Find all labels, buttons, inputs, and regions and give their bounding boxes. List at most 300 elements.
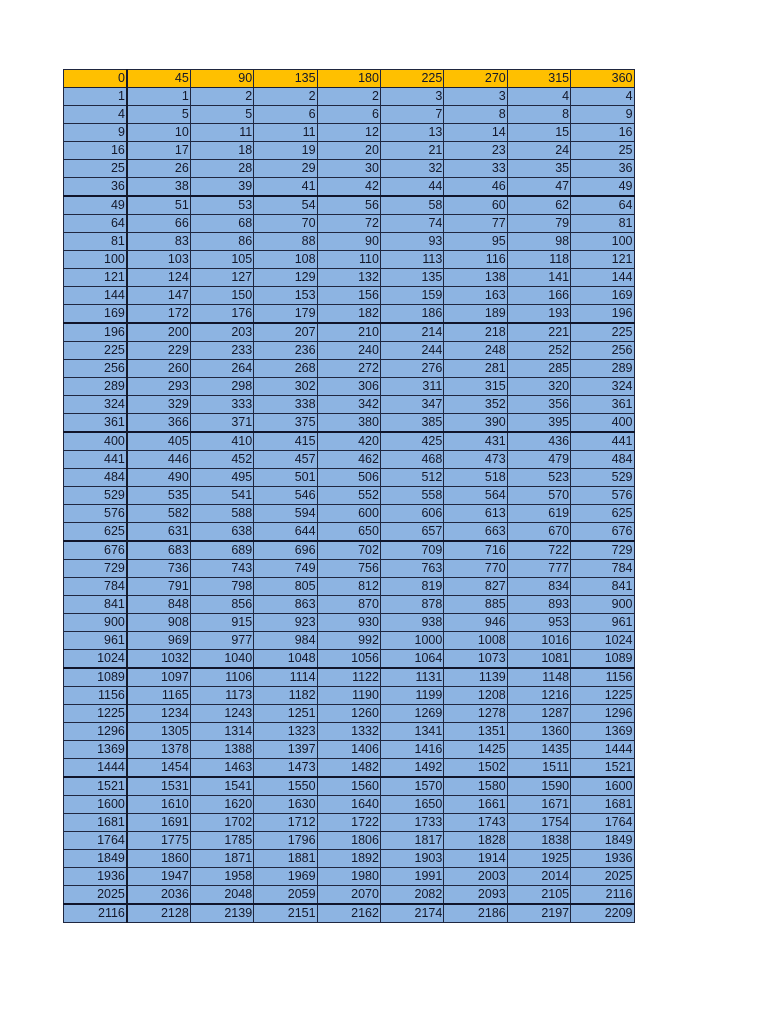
table-cell[interactable]: 1712 [254, 814, 317, 832]
table-cell[interactable]: 535 [127, 487, 190, 505]
table-cell[interactable]: 2082 [380, 886, 443, 905]
table-cell[interactable]: 207 [254, 323, 317, 342]
table-cell[interactable]: 1444 [571, 741, 634, 759]
table-cell[interactable]: 98 [507, 233, 570, 251]
table-cell[interactable]: 203 [190, 323, 253, 342]
table-cell[interactable]: 1806 [317, 832, 380, 850]
table-cell[interactable]: 1165 [127, 687, 190, 705]
table-cell[interactable]: 2139 [190, 904, 253, 923]
table-cell[interactable]: 10 [127, 124, 190, 142]
table-cell[interactable]: 2048 [190, 886, 253, 905]
header-cell[interactable]: 360 [571, 70, 634, 88]
table-cell[interactable]: 1 [127, 88, 190, 106]
table-cell[interactable]: 462 [317, 451, 380, 469]
table-cell[interactable]: 1173 [190, 687, 253, 705]
table-cell[interactable]: 696 [254, 541, 317, 560]
table-cell[interactable]: 68 [190, 215, 253, 233]
table-cell[interactable]: 1073 [444, 650, 507, 669]
table-cell[interactable]: 541 [190, 487, 253, 505]
table-cell[interactable]: 1251 [254, 705, 317, 723]
table-cell[interactable]: 1743 [444, 814, 507, 832]
table-cell[interactable]: 650 [317, 523, 380, 542]
table-cell[interactable]: 1541 [190, 777, 253, 796]
table-cell[interactable]: 64 [571, 196, 634, 215]
table-cell[interactable]: 1620 [190, 796, 253, 814]
table-cell[interactable]: 1406 [317, 741, 380, 759]
table-cell[interactable]: 214 [380, 323, 443, 342]
table-cell[interactable]: 196 [64, 323, 127, 342]
table-cell[interactable]: 938 [380, 614, 443, 632]
table-cell[interactable]: 689 [190, 541, 253, 560]
table-cell[interactable]: 93 [380, 233, 443, 251]
table-cell[interactable]: 410 [190, 432, 253, 451]
table-cell[interactable]: 135 [380, 269, 443, 287]
header-cell[interactable]: 135 [254, 70, 317, 88]
table-cell[interactable]: 1958 [190, 868, 253, 886]
table-cell[interactable]: 1243 [190, 705, 253, 723]
table-cell[interactable]: 1341 [380, 723, 443, 741]
table-cell[interactable]: 11 [254, 124, 317, 142]
table-cell[interactable]: 479 [507, 451, 570, 469]
table-cell[interactable]: 1199 [380, 687, 443, 705]
table-cell[interactable]: 529 [64, 487, 127, 505]
table-cell[interactable]: 3 [380, 88, 443, 106]
table-cell[interactable]: 1234 [127, 705, 190, 723]
table-cell[interactable]: 1114 [254, 668, 317, 687]
table-cell[interactable]: 1260 [317, 705, 380, 723]
table-cell[interactable]: 110 [317, 251, 380, 269]
table-cell[interactable]: 21 [380, 142, 443, 160]
table-cell[interactable]: 18 [190, 142, 253, 160]
table-cell[interactable]: 225 [571, 323, 634, 342]
table-cell[interactable]: 141 [507, 269, 570, 287]
table-cell[interactable]: 30 [317, 160, 380, 178]
table-cell[interactable]: 1416 [380, 741, 443, 759]
table-cell[interactable]: 582 [127, 505, 190, 523]
table-cell[interactable]: 366 [127, 414, 190, 433]
table-cell[interactable]: 1148 [507, 668, 570, 687]
table-cell[interactable]: 86 [190, 233, 253, 251]
table-cell[interactable]: 1351 [444, 723, 507, 741]
table-cell[interactable]: 2186 [444, 904, 507, 923]
table-cell[interactable]: 54 [254, 196, 317, 215]
table-cell[interactable]: 729 [64, 560, 127, 578]
table-cell[interactable]: 431 [444, 432, 507, 451]
table-cell[interactable]: 558 [380, 487, 443, 505]
table-cell[interactable]: 908 [127, 614, 190, 632]
table-cell[interactable]: 495 [190, 469, 253, 487]
table-cell[interactable]: 1089 [64, 668, 127, 687]
table-cell[interactable]: 1024 [64, 650, 127, 669]
table-cell[interactable]: 1278 [444, 705, 507, 723]
table-cell[interactable]: 848 [127, 596, 190, 614]
table-cell[interactable]: 260 [127, 360, 190, 378]
table-cell[interactable]: 189 [444, 305, 507, 324]
table-cell[interactable]: 42 [317, 178, 380, 197]
table-cell[interactable]: 338 [254, 396, 317, 414]
table-cell[interactable]: 791 [127, 578, 190, 596]
table-cell[interactable]: 176 [190, 305, 253, 324]
table-cell[interactable]: 1296 [64, 723, 127, 741]
table-cell[interactable]: 256 [64, 360, 127, 378]
table-cell[interactable]: 683 [127, 541, 190, 560]
table-cell[interactable]: 400 [64, 432, 127, 451]
table-cell[interactable]: 1122 [317, 668, 380, 687]
table-cell[interactable]: 2128 [127, 904, 190, 923]
table-cell[interactable]: 1600 [571, 777, 634, 796]
table-cell[interactable]: 863 [254, 596, 317, 614]
table-cell[interactable]: 870 [317, 596, 380, 614]
table-cell[interactable]: 625 [64, 523, 127, 542]
table-cell[interactable]: 1702 [190, 814, 253, 832]
table-cell[interactable]: 1369 [64, 741, 127, 759]
table-cell[interactable]: 1008 [444, 632, 507, 650]
table-cell[interactable]: 2209 [571, 904, 634, 923]
table-cell[interactable]: 7 [380, 106, 443, 124]
table-cell[interactable]: 473 [444, 451, 507, 469]
table-cell[interactable]: 1936 [571, 850, 634, 868]
table-cell[interactable]: 38 [127, 178, 190, 197]
table-cell[interactable]: 4 [571, 88, 634, 106]
table-cell[interactable]: 501 [254, 469, 317, 487]
table-cell[interactable]: 1139 [444, 668, 507, 687]
table-cell[interactable]: 1796 [254, 832, 317, 850]
table-cell[interactable]: 2162 [317, 904, 380, 923]
table-cell[interactable]: 272 [317, 360, 380, 378]
table-cell[interactable]: 44 [380, 178, 443, 197]
table-cell[interactable]: 915 [190, 614, 253, 632]
table-cell[interactable]: 100 [571, 233, 634, 251]
table-cell[interactable]: 546 [254, 487, 317, 505]
table-cell[interactable]: 129 [254, 269, 317, 287]
table-cell[interactable]: 716 [444, 541, 507, 560]
table-cell[interactable]: 923 [254, 614, 317, 632]
table-cell[interactable]: 36 [64, 178, 127, 197]
table-cell[interactable]: 564 [444, 487, 507, 505]
table-cell[interactable]: 302 [254, 378, 317, 396]
table-cell[interactable]: 95 [444, 233, 507, 251]
table-cell[interactable]: 49 [64, 196, 127, 215]
table-cell[interactable]: 644 [254, 523, 317, 542]
table-cell[interactable]: 523 [507, 469, 570, 487]
table-cell[interactable]: 16 [64, 142, 127, 160]
table-cell[interactable]: 289 [64, 378, 127, 396]
table-cell[interactable]: 1754 [507, 814, 570, 832]
table-cell[interactable]: 1360 [507, 723, 570, 741]
table-cell[interactable]: 268 [254, 360, 317, 378]
table-cell[interactable]: 1332 [317, 723, 380, 741]
table-cell[interactable]: 329 [127, 396, 190, 414]
table-cell[interactable]: 638 [190, 523, 253, 542]
table-cell[interactable]: 619 [507, 505, 570, 523]
table-cell[interactable]: 784 [64, 578, 127, 596]
table-cell[interactable]: 841 [64, 596, 127, 614]
table-cell[interactable]: 1785 [190, 832, 253, 850]
table-cell[interactable]: 2105 [507, 886, 570, 905]
table-cell[interactable]: 452 [190, 451, 253, 469]
table-cell[interactable]: 1097 [127, 668, 190, 687]
table-cell[interactable]: 992 [317, 632, 380, 650]
table-cell[interactable]: 375 [254, 414, 317, 433]
table-cell[interactable]: 2 [190, 88, 253, 106]
table-cell[interactable]: 225 [64, 342, 127, 360]
table-cell[interactable]: 1936 [64, 868, 127, 886]
table-cell[interactable]: 356 [507, 396, 570, 414]
table-cell[interactable]: 900 [571, 596, 634, 614]
table-cell[interactable]: 196 [571, 305, 634, 324]
table-cell[interactable]: 293 [127, 378, 190, 396]
table-cell[interactable]: 324 [64, 396, 127, 414]
table-cell[interactable]: 900 [64, 614, 127, 632]
table-cell[interactable]: 2014 [507, 868, 570, 886]
table-cell[interactable]: 347 [380, 396, 443, 414]
table-cell[interactable]: 12 [317, 124, 380, 142]
table-cell[interactable]: 47 [507, 178, 570, 197]
table-cell[interactable]: 1064 [380, 650, 443, 669]
table-cell[interactable]: 1024 [571, 632, 634, 650]
table-cell[interactable]: 977 [190, 632, 253, 650]
table-cell[interactable]: 56 [317, 196, 380, 215]
table-cell[interactable]: 1580 [444, 777, 507, 796]
table-cell[interactable]: 285 [507, 360, 570, 378]
table-cell[interactable]: 108 [254, 251, 317, 269]
table-cell[interactable]: 484 [64, 469, 127, 487]
table-cell[interactable]: 827 [444, 578, 507, 596]
table-cell[interactable]: 588 [190, 505, 253, 523]
table-cell[interactable]: 2070 [317, 886, 380, 905]
table-cell[interactable]: 1454 [127, 759, 190, 778]
table-cell[interactable]: 405 [127, 432, 190, 451]
table-cell[interactable]: 729 [571, 541, 634, 560]
table-cell[interactable]: 676 [571, 523, 634, 542]
table-cell[interactable]: 2003 [444, 868, 507, 886]
table-cell[interactable]: 233 [190, 342, 253, 360]
table-cell[interactable]: 1040 [190, 650, 253, 669]
table-cell[interactable]: 58 [380, 196, 443, 215]
table-cell[interactable]: 1560 [317, 777, 380, 796]
table-cell[interactable]: 1838 [507, 832, 570, 850]
table-cell[interactable]: 2093 [444, 886, 507, 905]
table-cell[interactable]: 229 [127, 342, 190, 360]
table-cell[interactable]: 670 [507, 523, 570, 542]
table-cell[interactable]: 576 [571, 487, 634, 505]
header-cell[interactable]: 180 [317, 70, 380, 88]
table-cell[interactable]: 311 [380, 378, 443, 396]
table-cell[interactable]: 70 [254, 215, 317, 233]
table-cell[interactable]: 1775 [127, 832, 190, 850]
table-cell[interactable]: 105 [190, 251, 253, 269]
table-cell[interactable]: 709 [380, 541, 443, 560]
table-cell[interactable]: 179 [254, 305, 317, 324]
table-cell[interactable]: 969 [127, 632, 190, 650]
table-cell[interactable]: 28 [190, 160, 253, 178]
table-cell[interactable]: 1630 [254, 796, 317, 814]
table-cell[interactable]: 83 [127, 233, 190, 251]
table-cell[interactable]: 1225 [571, 687, 634, 705]
table-cell[interactable]: 64 [64, 215, 127, 233]
table-cell[interactable]: 1570 [380, 777, 443, 796]
table-cell[interactable]: 856 [190, 596, 253, 614]
table-cell[interactable]: 1000 [380, 632, 443, 650]
table-cell[interactable]: 4 [64, 106, 127, 124]
table-cell[interactable]: 1131 [380, 668, 443, 687]
table-cell[interactable]: 14 [444, 124, 507, 142]
table-cell[interactable]: 736 [127, 560, 190, 578]
table-cell[interactable]: 1661 [444, 796, 507, 814]
table-cell[interactable]: 1892 [317, 850, 380, 868]
table-cell[interactable]: 613 [444, 505, 507, 523]
table-cell[interactable]: 1610 [127, 796, 190, 814]
table-cell[interactable]: 33 [444, 160, 507, 178]
table-cell[interactable]: 72 [317, 215, 380, 233]
table-cell[interactable]: 946 [444, 614, 507, 632]
table-cell[interactable]: 1511 [507, 759, 570, 778]
table-cell[interactable]: 20 [317, 142, 380, 160]
table-cell[interactable]: 1016 [507, 632, 570, 650]
table-cell[interactable]: 1980 [317, 868, 380, 886]
table-cell[interactable]: 240 [317, 342, 380, 360]
table-cell[interactable]: 1722 [317, 814, 380, 832]
table-cell[interactable]: 121 [64, 269, 127, 287]
table-cell[interactable]: 66 [127, 215, 190, 233]
table-cell[interactable]: 1871 [190, 850, 253, 868]
table-cell[interactable]: 600 [317, 505, 380, 523]
table-cell[interactable]: 2025 [571, 868, 634, 886]
table-cell[interactable]: 6 [254, 106, 317, 124]
table-cell[interactable]: 1764 [64, 832, 127, 850]
table-cell[interactable]: 457 [254, 451, 317, 469]
table-cell[interactable]: 186 [380, 305, 443, 324]
table-cell[interactable]: 333 [190, 396, 253, 414]
table-cell[interactable]: 953 [507, 614, 570, 632]
header-cell[interactable]: 90 [190, 70, 253, 88]
table-cell[interactable]: 1225 [64, 705, 127, 723]
table-cell[interactable]: 812 [317, 578, 380, 596]
table-cell[interactable]: 371 [190, 414, 253, 433]
table-cell[interactable]: 25 [64, 160, 127, 178]
table-cell[interactable]: 17 [127, 142, 190, 160]
header-cell[interactable]: 270 [444, 70, 507, 88]
table-cell[interactable]: 352 [444, 396, 507, 414]
table-cell[interactable]: 1208 [444, 687, 507, 705]
table-cell[interactable]: 1502 [444, 759, 507, 778]
table-cell[interactable]: 841 [571, 578, 634, 596]
table-cell[interactable]: 127 [190, 269, 253, 287]
table-cell[interactable]: 798 [190, 578, 253, 596]
table-cell[interactable]: 5 [127, 106, 190, 124]
table-cell[interactable]: 159 [380, 287, 443, 305]
table-cell[interactable]: 763 [380, 560, 443, 578]
table-cell[interactable]: 570 [507, 487, 570, 505]
table-cell[interactable]: 770 [444, 560, 507, 578]
table-cell[interactable]: 506 [317, 469, 380, 487]
table-cell[interactable]: 244 [380, 342, 443, 360]
table-cell[interactable]: 221 [507, 323, 570, 342]
table-cell[interactable]: 1590 [507, 777, 570, 796]
table-cell[interactable]: 15 [507, 124, 570, 142]
table-cell[interactable]: 756 [317, 560, 380, 578]
table-cell[interactable]: 1314 [190, 723, 253, 741]
table-cell[interactable]: 2116 [571, 886, 634, 905]
table-cell[interactable]: 1190 [317, 687, 380, 705]
table-cell[interactable]: 81 [64, 233, 127, 251]
table-cell[interactable]: 1473 [254, 759, 317, 778]
table-cell[interactable]: 298 [190, 378, 253, 396]
table-cell[interactable]: 2197 [507, 904, 570, 923]
table-cell[interactable]: 425 [380, 432, 443, 451]
table-cell[interactable]: 1305 [127, 723, 190, 741]
table-cell[interactable]: 210 [317, 323, 380, 342]
table-cell[interactable]: 315 [444, 378, 507, 396]
table-cell[interactable]: 1531 [127, 777, 190, 796]
header-cell[interactable]: 315 [507, 70, 570, 88]
table-cell[interactable]: 74 [380, 215, 443, 233]
table-cell[interactable]: 9 [64, 124, 127, 142]
table-cell[interactable]: 1969 [254, 868, 317, 886]
table-cell[interactable]: 893 [507, 596, 570, 614]
table-cell[interactable]: 200 [127, 323, 190, 342]
table-cell[interactable]: 289 [571, 360, 634, 378]
table-cell[interactable]: 749 [254, 560, 317, 578]
table-cell[interactable]: 236 [254, 342, 317, 360]
table-cell[interactable]: 441 [64, 451, 127, 469]
table-cell[interactable]: 41 [254, 178, 317, 197]
table-cell[interactable]: 1388 [190, 741, 253, 759]
table-cell[interactable]: 9 [571, 106, 634, 124]
table-cell[interactable]: 306 [317, 378, 380, 396]
table-cell[interactable]: 32 [380, 160, 443, 178]
table-cell[interactable]: 1463 [190, 759, 253, 778]
table-cell[interactable]: 1378 [127, 741, 190, 759]
table-cell[interactable]: 11 [190, 124, 253, 142]
table-cell[interactable]: 248 [444, 342, 507, 360]
table-cell[interactable]: 961 [64, 632, 127, 650]
table-cell[interactable]: 1860 [127, 850, 190, 868]
table-cell[interactable]: 156 [317, 287, 380, 305]
table-cell[interactable]: 594 [254, 505, 317, 523]
table-cell[interactable]: 1925 [507, 850, 570, 868]
table-cell[interactable]: 218 [444, 323, 507, 342]
table-cell[interactable]: 702 [317, 541, 380, 560]
table-cell[interactable]: 1681 [571, 796, 634, 814]
table-cell[interactable]: 1671 [507, 796, 570, 814]
table-cell[interactable]: 1296 [571, 705, 634, 723]
table-cell[interactable]: 2151 [254, 904, 317, 923]
table-cell[interactable]: 784 [571, 560, 634, 578]
table-cell[interactable]: 79 [507, 215, 570, 233]
table-cell[interactable]: 23 [444, 142, 507, 160]
table-cell[interactable]: 1032 [127, 650, 190, 669]
table-cell[interactable]: 657 [380, 523, 443, 542]
table-cell[interactable]: 169 [571, 287, 634, 305]
table-cell[interactable]: 276 [380, 360, 443, 378]
table-cell[interactable]: 153 [254, 287, 317, 305]
table-cell[interactable]: 8 [444, 106, 507, 124]
table-cell[interactable]: 1492 [380, 759, 443, 778]
table-cell[interactable]: 2174 [380, 904, 443, 923]
table-cell[interactable]: 1435 [507, 741, 570, 759]
table-cell[interactable]: 138 [444, 269, 507, 287]
table-cell[interactable]: 834 [507, 578, 570, 596]
table-cell[interactable]: 390 [444, 414, 507, 433]
table-cell[interactable]: 625 [571, 505, 634, 523]
table-cell[interactable]: 60 [444, 196, 507, 215]
table-cell[interactable]: 1947 [127, 868, 190, 886]
table-cell[interactable]: 1444 [64, 759, 127, 778]
header-cell[interactable]: 45 [127, 70, 190, 88]
table-cell[interactable]: 1849 [64, 850, 127, 868]
table-cell[interactable]: 1733 [380, 814, 443, 832]
